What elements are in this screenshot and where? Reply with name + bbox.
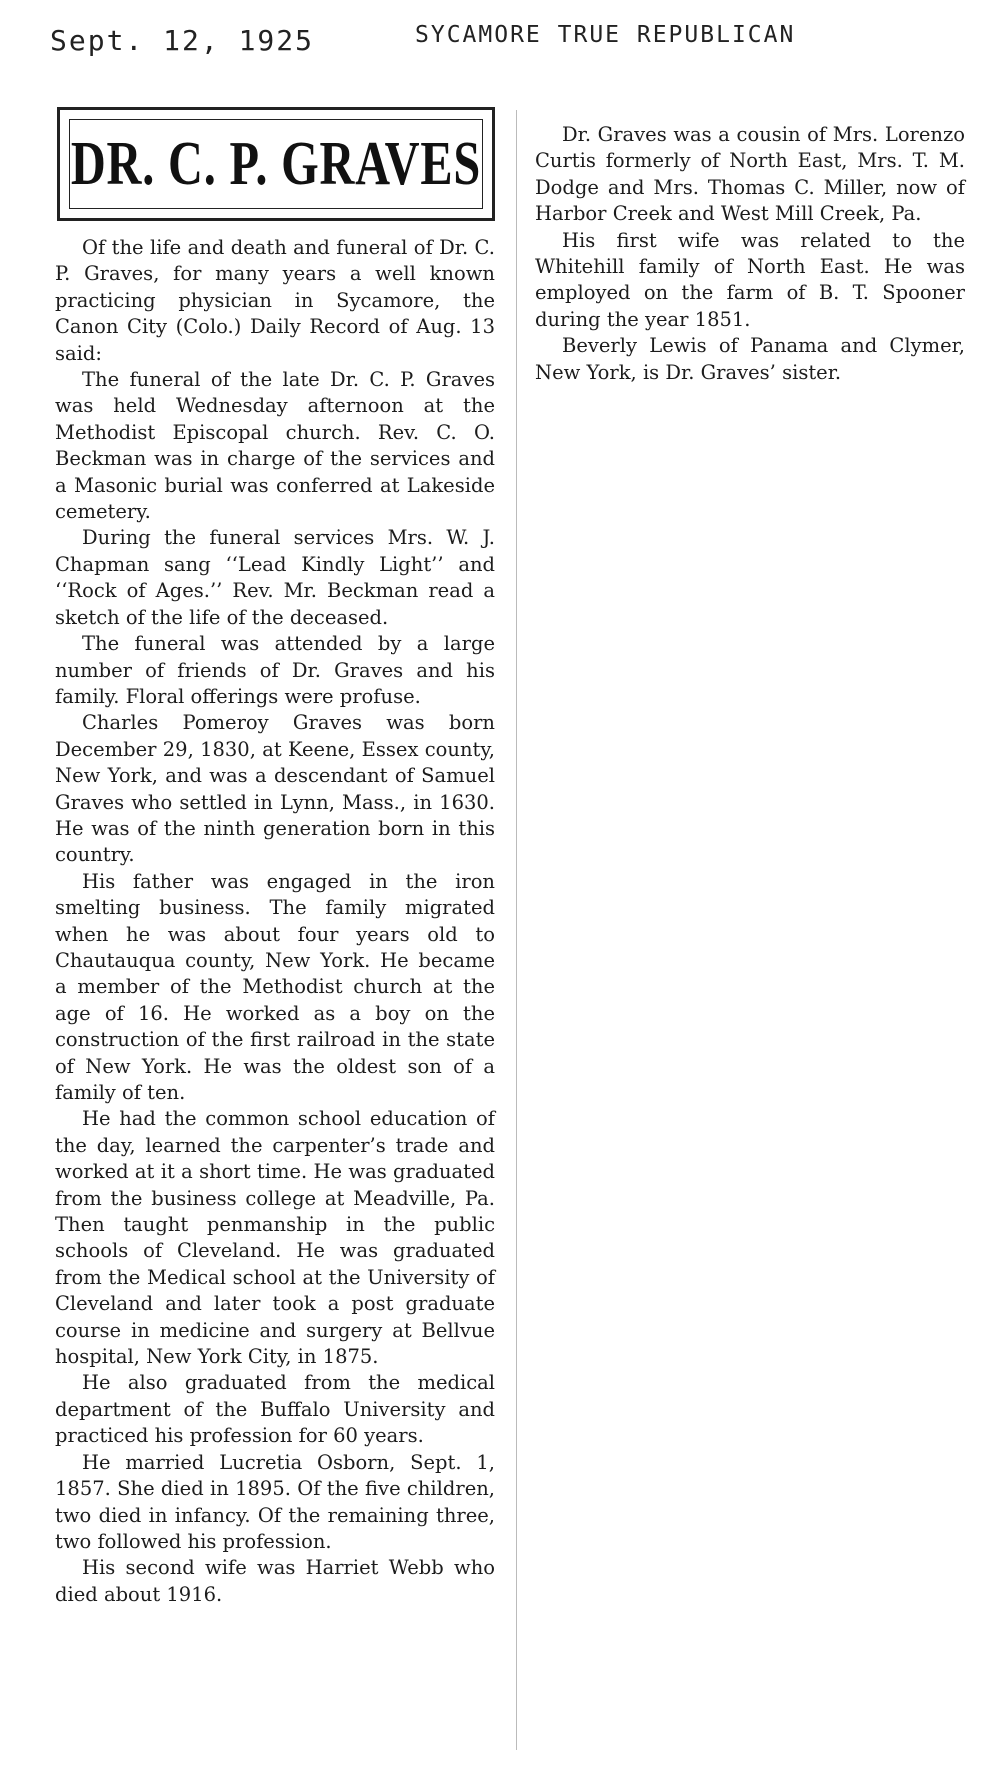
publication-date: Sept. 12, 1925	[50, 24, 315, 57]
headline: DR. C. P. GRAVES	[70, 130, 482, 198]
paragraph: His second wife was Harriet Webb who died about 1916.	[55, 1556, 495, 1606]
column-divider	[516, 110, 517, 1750]
paragraph: He had the common school education of the day, learned the carpenter’s trade and worked at it a short time. He was graduated from the business college at Meadville, Pa. Then taught penmanship in the public schools of Cleveland. He was graduated from the Medical school at the University of Cleveland and later took a post graduate course in medicine and surgery at Bellvue hospital, New York City, in 1875.	[55, 1107, 495, 1369]
newspaper-name: SYCAMORE TRUE REPUBLICAN	[415, 22, 796, 48]
headline-frame	[57, 107, 495, 221]
paragraph: He also graduated from the medical department of the Buffalo University and practiced his profession for 60 years.	[55, 1371, 495, 1448]
paragraph: The funeral of the late Dr. C. P. Graves was held Wednesday afternoon at the Methodist Episcopal church. Rev. C. O. Beckman was in charge of the services and a Masonic burial was conferred at Lakeside cemetery.	[55, 368, 495, 524]
article-left-column	[55, 235, 495, 1608]
article-right-column	[535, 122, 965, 386]
paragraph: Beverly Lewis of Panama and Clymer, New York, is Dr. Graves’ sister.	[535, 334, 965, 384]
paragraph: His first wife was related to the Whitehill family of North East. He was employed on the farm of B. T. Spooner during the year 1851.	[535, 228, 965, 331]
paragraph: Dr. Graves was a cousin of Mrs. Lorenzo Curtis formerly of North East, Mrs. T. M. Dodge and Mrs. Thomas C. Miller, now of Harbor Creek and West Mill Creek, Pa.	[535, 123, 965, 226]
paragraph: Of the life and death and funeral of Dr. C. P. Graves, for many years a well known practicing physician in Sycamore, the Canon City (Colo.) Daily Record of Aug. 13 said:	[55, 236, 495, 365]
headline-inner-frame	[69, 119, 483, 209]
paragraph: During the funeral services Mrs. W. J. Chapman sang ‘‘Lead Kindly Light’’ and ‘‘Rock of Ages.’’ Rev. Mr. Beckman read a sketch of the life of the deceased.	[55, 526, 495, 629]
paragraph: He married Lucretia Osborn, Sept. 1, 1857. She died in 1895. Of the five children, two died in infancy. Of the remaining three, two followed his profession.	[55, 1450, 495, 1553]
paragraph: His father was engaged in the iron smelting business. The family migrated when he was about four years old to Chautauqua county, New York. He became a member of the Methodist church at the age of 16. He worked as a boy on the construction of the first railroad in the state of New York. He was the oldest son of a family of ten.	[55, 869, 495, 1104]
paragraph: Charles Pomeroy Graves was born December 29, 1830, at Keene, Essex county, New York, and was a descendant of Samuel Graves who settled in Lynn, Mass., in 1630. He was of the ninth generation born in this country.	[55, 711, 495, 867]
paragraph: The funeral was attended by a large number of friends of Dr. Graves and his family. Floral offerings were profuse.	[55, 632, 495, 708]
